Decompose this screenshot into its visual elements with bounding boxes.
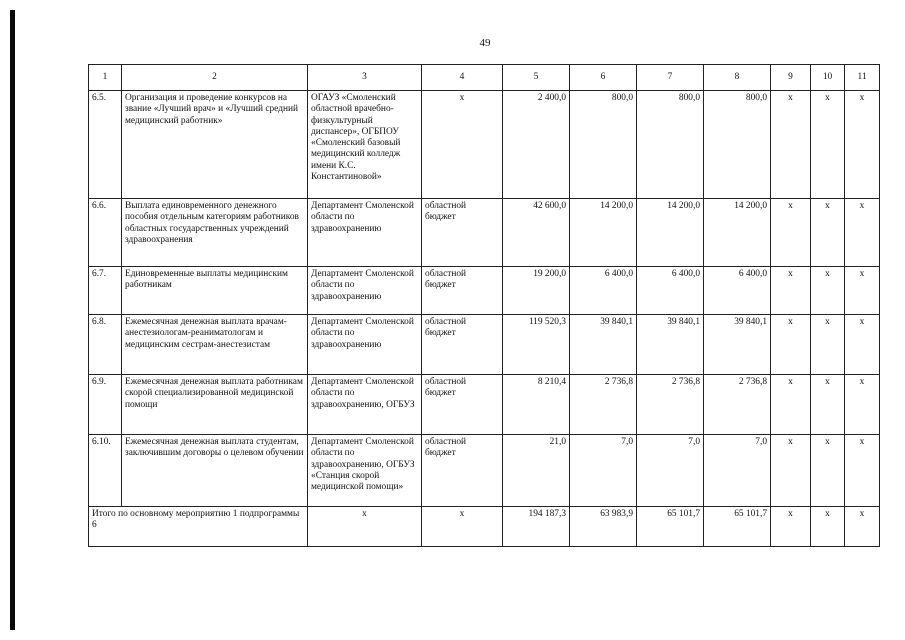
indicator-9: х (771, 435, 811, 507)
program-table (88, 64, 880, 547)
row-number: 6.10. (89, 435, 122, 507)
column-number: 7 (637, 65, 704, 91)
summary-year3: 65 101,7 (704, 507, 771, 547)
table-row (89, 199, 880, 267)
column-number: 10 (811, 65, 845, 91)
column-number: 5 (503, 65, 570, 91)
table-row (89, 91, 880, 199)
year1-amount: 14 200,0 (570, 199, 637, 267)
indicator-9: х (771, 91, 811, 199)
year2-amount: 800,0 (637, 91, 704, 199)
activity-name: Ежемесячная денежная выплата работникам скорой специализированной медицинской помощи (122, 375, 308, 435)
table-row (89, 267, 880, 315)
summary-indicator-9: х (771, 507, 811, 547)
indicator-9: х (771, 199, 811, 267)
row-number: 6.9. (89, 375, 122, 435)
funding-source: областной бюджет (422, 435, 503, 507)
summary-executor: х (308, 507, 422, 547)
column-number: 2 (122, 65, 308, 91)
column-number: 9 (771, 65, 811, 91)
indicator-11: х (845, 315, 880, 375)
year2-amount: 7,0 (637, 435, 704, 507)
funding-source: областной бюджет (422, 199, 503, 267)
total-amount: 2 400,0 (503, 91, 570, 199)
total-amount: 119 520,3 (503, 315, 570, 375)
indicator-10: х (811, 435, 845, 507)
row-number: 6.5. (89, 91, 122, 199)
executor-cell: Департамент Смоленской области по здравоохранению, ОГБУЗ (308, 375, 422, 435)
year3-amount: 2 736,8 (704, 375, 771, 435)
year2-amount: 2 736,8 (637, 375, 704, 435)
summary-source: х (422, 507, 503, 547)
executor-cell: Департамент Смоленской области по здравоохранению (308, 199, 422, 267)
indicator-11: х (845, 375, 880, 435)
year2-amount: 14 200,0 (637, 199, 704, 267)
indicator-10: х (811, 375, 845, 435)
year3-amount: 7,0 (704, 435, 771, 507)
summary-indicator-11: х (845, 507, 880, 547)
summary-indicator-10: х (811, 507, 845, 547)
activity-name: Выплата единовременного денежного пособия отдельным категориям работников областных государственных учреждений здравоохранения (122, 199, 308, 267)
binding-edge-bar (10, 10, 15, 630)
year3-amount: 6 400,0 (704, 267, 771, 315)
indicator-10: х (811, 199, 845, 267)
funding-source: областной бюджет (422, 267, 503, 315)
row-number: 6.6. (89, 199, 122, 267)
summary-year2: 65 101,7 (637, 507, 704, 547)
year3-amount: 39 840,1 (704, 315, 771, 375)
year1-amount: 39 840,1 (570, 315, 637, 375)
total-amount: 8 210,4 (503, 375, 570, 435)
column-number: 1 (89, 65, 122, 91)
year1-amount: 800,0 (570, 91, 637, 199)
funding-source: областной бюджет (422, 375, 503, 435)
column-number: 11 (845, 65, 880, 91)
indicator-10: х (811, 315, 845, 375)
indicator-9: х (771, 375, 811, 435)
year3-amount: 14 200,0 (704, 199, 771, 267)
year2-amount: 6 400,0 (637, 267, 704, 315)
column-number: 3 (308, 65, 422, 91)
activity-name: Единовременные выплаты медицинским работникам (122, 267, 308, 315)
executor-cell: Департамент Смоленской области по здравоохранению (308, 315, 422, 375)
indicator-9: х (771, 315, 811, 375)
row-number: 6.7. (89, 267, 122, 315)
indicator-10: х (811, 91, 845, 199)
table-row (89, 375, 880, 435)
year2-amount: 39 840,1 (637, 315, 704, 375)
column-number: 6 (570, 65, 637, 91)
executor-cell: Департамент Смоленской области по здравоохранению (308, 267, 422, 315)
table-row (89, 435, 880, 507)
summary-label: Итого по основному мероприятию 1 подпрограммы 6 (89, 507, 308, 547)
activity-name: Ежемесячная денежная выплата студентам, заключившим договоры о целевом обучении (122, 435, 308, 507)
indicator-10: х (811, 267, 845, 315)
page-number: 49 (479, 37, 491, 49)
row-number: 6.8. (89, 315, 122, 375)
summary-row (89, 507, 880, 547)
column-number: 4 (422, 65, 503, 91)
indicator-11: х (845, 435, 880, 507)
year1-amount: 7,0 (570, 435, 637, 507)
total-amount: 19 200,0 (503, 267, 570, 315)
indicator-9: х (771, 267, 811, 315)
total-amount: 21,0 (503, 435, 570, 507)
indicator-11: х (845, 91, 880, 199)
indicator-11: х (845, 199, 880, 267)
total-amount: 42 600,0 (503, 199, 570, 267)
funding-source: областной бюджет (422, 315, 503, 375)
table-row (89, 315, 880, 375)
summary-total: 194 187,3 (503, 507, 570, 547)
year1-amount: 6 400,0 (570, 267, 637, 315)
summary-year1: 63 983,9 (570, 507, 637, 547)
executor-cell: Департамент Смоленской области по здравоохранению, ОГБУЗ «Станция скорой медицинской помощи» (308, 435, 422, 507)
funding-source: х (422, 91, 503, 199)
indicator-11: х (845, 267, 880, 315)
year1-amount: 2 736,8 (570, 375, 637, 435)
executor-cell: ОГАУЗ «Смоленский областной врачебно-физкультурный диспансер», ОГБПОУ «Смоленский базовый медицинский колледж имени К.С. Константиновой» (308, 91, 422, 199)
activity-name: Ежемесячная денежная выплата врачам-анестезиологам-реаниматологам и медицинским сестрам-анестезистам (122, 315, 308, 375)
activity-name: Организация и проведение конкурсов на звание «Лучший врач» и «Лучший средний медицинский работник» (122, 91, 308, 199)
year3-amount: 800,0 (704, 91, 771, 199)
column-number: 8 (704, 65, 771, 91)
column-number-row (89, 65, 880, 91)
